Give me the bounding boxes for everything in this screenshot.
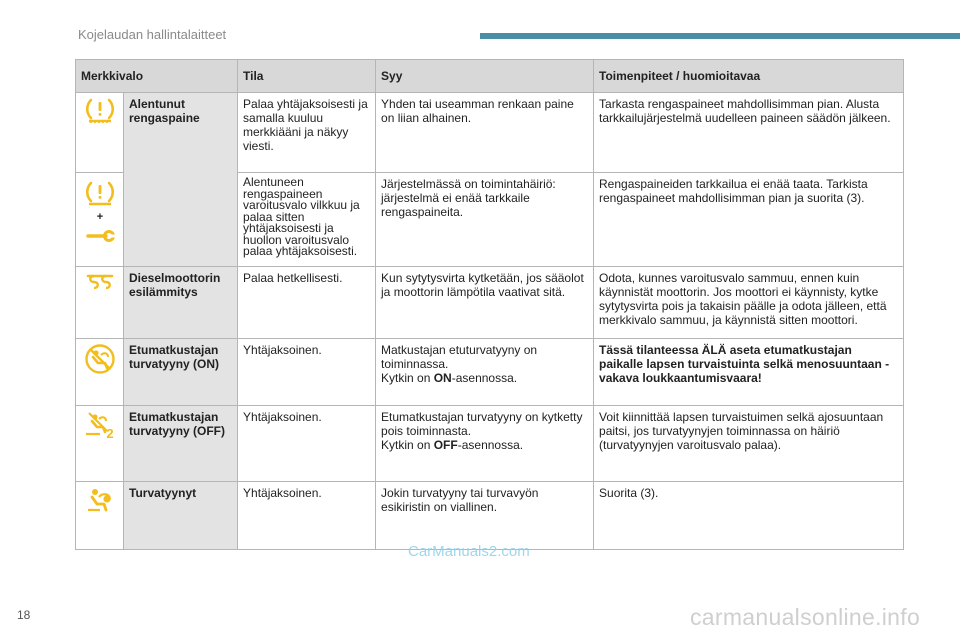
syy-switch-suffix: -asennossa. [457, 438, 524, 452]
icon-cell [76, 267, 124, 339]
name-cell: Alentunut rengaspaine [124, 93, 238, 267]
name-cell: Etumatkustajan turvatyyny (ON) [124, 339, 238, 406]
icon-cell [76, 173, 124, 267]
icon-cell [76, 93, 124, 173]
name-cell: Turvatyynyt [124, 482, 238, 550]
warning-lights-table [75, 59, 904, 550]
icon-cell [76, 339, 124, 406]
passenger-airbag-off-icon [84, 410, 116, 440]
tila-cell: Alentuneen rengaspaineen varoitusvalo vilkkuu ja palaa sitten yhtäjaksoisesti ja huollon varoitusvalo palaa yhtäjaksoisesti. [238, 173, 376, 267]
syy-switch-prefix: Kytkin on [381, 371, 434, 385]
tila-cell: Yhtäjaksoinen. [238, 339, 376, 406]
syy-switch-prefix: Kytkin on [381, 438, 434, 452]
watermark-right: carmanualsonline.info [690, 604, 921, 630]
tire-pressure-warning-icon [85, 97, 115, 125]
toimenpiteet-cell: Odota, kunnes varoitusvalo sammuu, ennen kuin käynnistät moottorin. Jos moottori ei käynnisty, kytke sytytysvirta pois ja takaisin päälle ja odota jälleen, että merkkivalo sammuu, ja käynnistä sitten moottori. [594, 267, 904, 339]
icon-cell [76, 482, 124, 550]
table-header-row [76, 60, 904, 93]
tila-cell: Palaa yhtäjaksoisesti ja samalla kuuluu merkkiääni ja näkyy viesti. [238, 93, 376, 173]
syy-cell [376, 339, 594, 406]
syy-cell: Jokin turvatyyny tai turvavyön esikiristin on viallinen. [376, 482, 594, 550]
name-cell: Etumatkustajan turvatyyny (OFF) [124, 406, 238, 482]
toimenpiteet-cell: Voit kiinnittää lapsen turvaistuimen selkä ajosuuntaan paitsi, jos turvatyynyjen toiminnassa on häiriö (turvatyynyjen varoitusvalo palaa). [594, 406, 904, 482]
airbag-fault-icon [85, 486, 115, 514]
syy-line: Etumatkustajan turvatyyny on kytketty pois toiminnasta. [381, 410, 583, 438]
section-title: Kojelaudan hallintalaitteet [78, 27, 227, 42]
tila-cell: Palaa hetkellisesti. [238, 267, 376, 339]
toimenpiteet-cell: Tarkasta rengaspaineet mahdollisimman pian. Alusta tarkkailujärjestelmä uudelleen paineen säädön jälkeen. [594, 93, 904, 173]
passenger-airbag-on-icon [84, 343, 116, 375]
glow-plug-icon [86, 271, 114, 293]
page-number: 18 [17, 608, 31, 622]
tire-pressure-fault-icon [85, 177, 115, 249]
syy-switch-state: OFF [433, 438, 458, 452]
col-header-toimenpiteet: Toimenpiteet / huomioitavaa [594, 60, 904, 93]
plus-sign: + [96, 211, 103, 223]
watermark-left: CarManuals2.com [408, 543, 530, 560]
table-row [76, 93, 904, 173]
svg-text:2: 2 [105, 426, 114, 440]
toimenpiteet-cell: Rengaspaineiden tarkkailua ei enää taata. Tarkista rengaspaineet mahdollisimman pian ja suorita (3). [594, 173, 904, 267]
syy-cell: Kun sytytysvirta kytketään, jos sääolot ja moottorin lämpötila vaativat sitä. [376, 267, 594, 339]
table-row [76, 267, 904, 339]
table-row [76, 406, 904, 482]
tila-cell: Yhtäjaksoinen. [238, 482, 376, 550]
col-header-syy: Syy [376, 60, 594, 93]
toimenpiteet-cell: Suorita (3). [594, 482, 904, 550]
toimenpiteet-cell: Tässä tilanteessa ÄLÄ aseta etumatkustajan paikalle lapsen turvaistuinta selkä menosuuntaan - vakava loukkaantumisvaara! [594, 339, 904, 406]
col-header-tila: Tila [238, 60, 376, 93]
col-header-merkkivalo: Merkkivalo [76, 60, 238, 93]
header-accent-bar [480, 33, 960, 39]
syy-line: Matkustajan etuturvatyyny on toiminnassa. [381, 343, 538, 371]
syy-cell: Järjestelmässä on toimintahäiriö: järjestelmä ei enää tarkkaile rengaspaineita. [376, 173, 594, 267]
syy-switch-state: ON [433, 371, 452, 385]
syy-cell [376, 406, 594, 482]
tila-cell: Yhtäjaksoinen. [238, 406, 376, 482]
name-cell: Dieselmoottorin esilämmitys [124, 267, 238, 339]
table-row [76, 482, 904, 550]
syy-switch-suffix: -asennossa. [451, 371, 518, 385]
icon-cell [76, 406, 124, 482]
table-row [76, 339, 904, 406]
syy-cell: Yhden tai useamman renkaan paine on liian alhainen. [376, 93, 594, 173]
